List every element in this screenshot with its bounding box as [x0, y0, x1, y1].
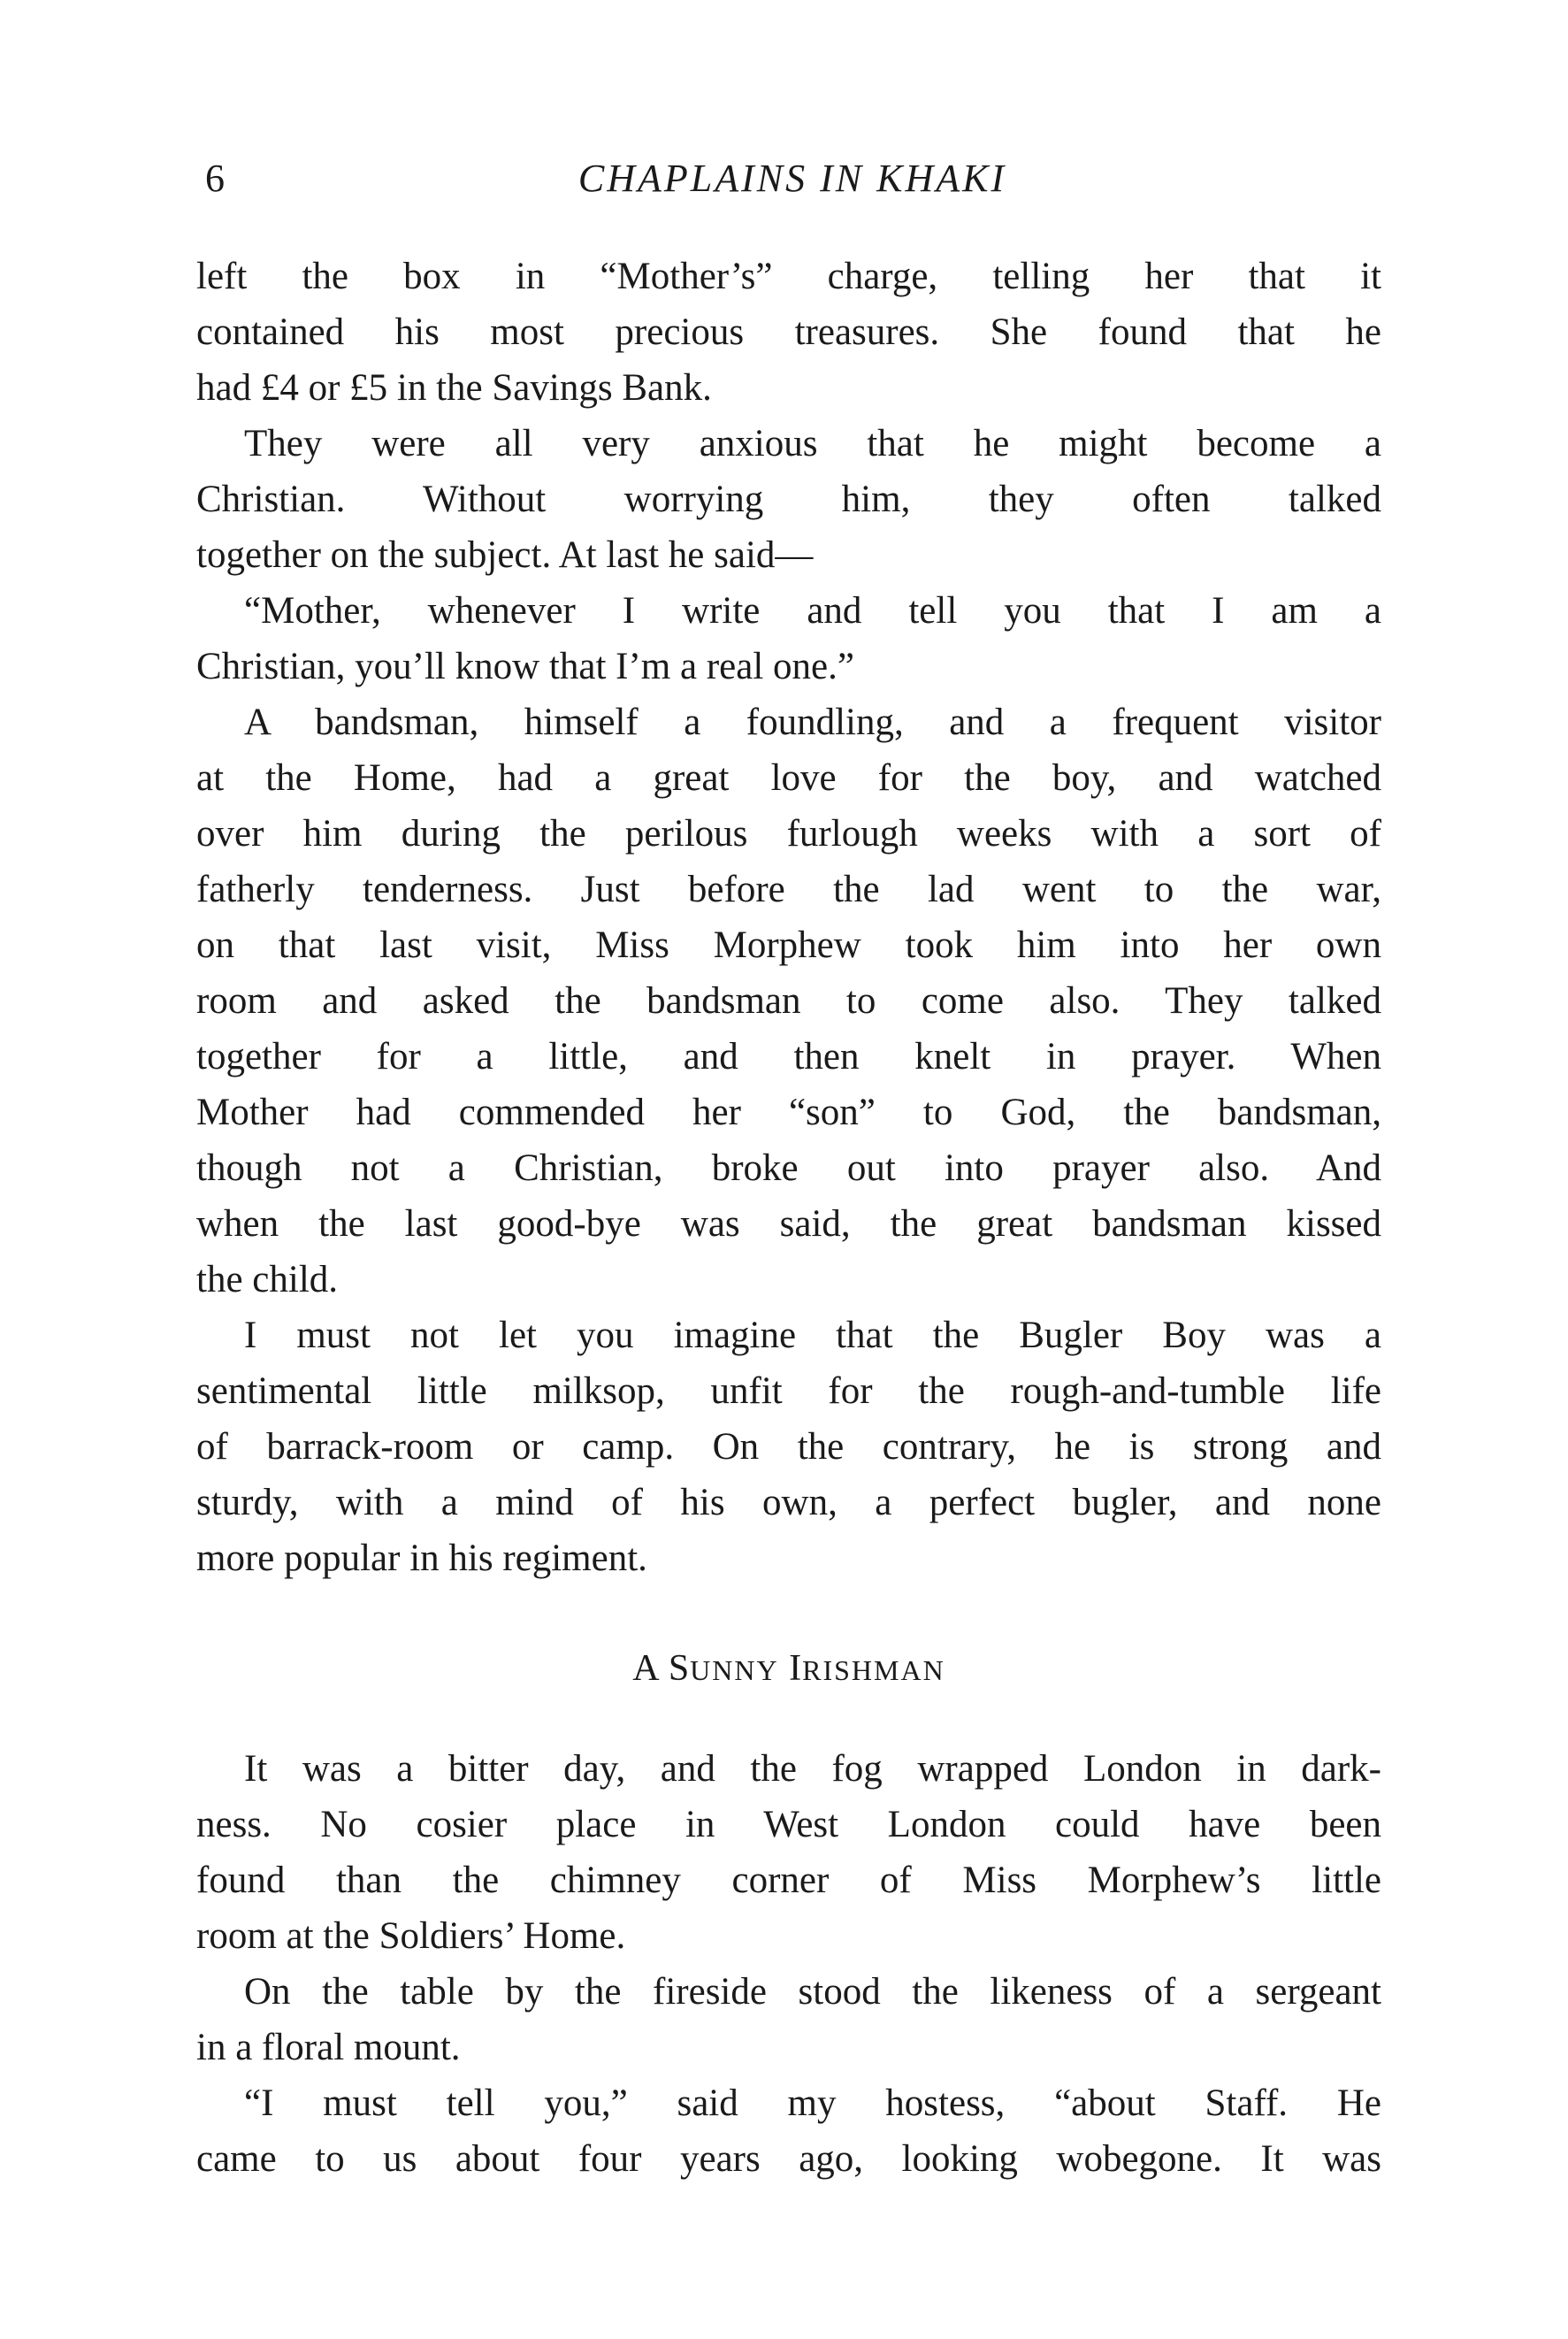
- page-header: [200, 152, 1385, 205]
- heading-word-smallcaps: UNNY: [690, 1654, 779, 1686]
- text-line: room and asked the bandsman to come also. They talked: [196, 980, 1381, 1022]
- text-line: Mother had commended her “son” to God, the bandsman,: [196, 1092, 1381, 1133]
- text-line: together for a little, and then knelt in prayer. When: [196, 1036, 1381, 1077]
- text-line: sentimental little milksop, unfit for the rough-and-tumble life: [196, 1370, 1381, 1412]
- text-line: On the table by the fireside stood the likeness of a sergeant: [244, 1971, 1381, 2013]
- text-line: came to us about four years ago, looking wobegone. It was: [196, 2138, 1381, 2180]
- page-body: [196, 249, 1381, 2187]
- text-line: on that last visit, Miss Morphew took him into her own: [196, 924, 1381, 966]
- text-line: fatherly tenderness. Just before the lad went to the war,: [196, 869, 1381, 910]
- section-spacer: [196, 1697, 1381, 1741]
- section-spacer: [196, 1586, 1381, 1641]
- heading-word: A: [632, 1648, 659, 1689]
- text-line: when the last good-bye was said, the great bandsman kissed: [196, 1203, 1381, 1245]
- text-line: sturdy, with a mind of his own, a perfect bugler, and none: [196, 1482, 1381, 1523]
- text-line: They were all very anxious that he might become a: [244, 423, 1381, 464]
- text-line: left the box in “Mother’s” charge, telling her that it: [196, 256, 1381, 297]
- text-line: Christian, you’ll know that I’m a real one.”: [196, 646, 854, 687]
- text-line: “Mother, whenever I write and tell you that I am a: [244, 590, 1381, 632]
- page-number: 6: [205, 157, 225, 200]
- section-heading: [196, 1641, 1381, 1697]
- text-line: Christian. Without worrying him, they often talked: [196, 479, 1381, 520]
- text-line: ness. No cosier place in West London could have been: [196, 1804, 1381, 1845]
- text-line: in a floral mount.: [196, 2027, 461, 2068]
- text-line: of barrack-room or camp. On the contrary, he is strong and: [196, 1426, 1381, 1468]
- heading-word-smallcaps: RISHMAN: [802, 1654, 945, 1686]
- running-head: CHAPLAINS IN KHAKI: [577, 157, 1007, 200]
- heading-word-initial: S: [668, 1648, 691, 1689]
- text-line: at the Home, had a great love for the boy, and watched: [196, 757, 1381, 799]
- text-line: It was a bitter day, and the fog wrapped London in dark-: [244, 1748, 1381, 1790]
- heading-word-initial: I: [789, 1648, 803, 1689]
- text-line: though not a Christian, broke out into prayer also. And: [196, 1147, 1381, 1189]
- text-line: contained his most precious treasures. She found that he: [196, 311, 1381, 353]
- text-line: A bandsman, himself a foundling, and a frequent visitor: [244, 702, 1381, 743]
- text-line: I must not let you imagine that the Bugler Boy was a: [244, 1315, 1381, 1356]
- text-line: found than the chimney corner of Miss Morphew’s little: [196, 1860, 1381, 1901]
- text-line: more popular in his regiment.: [196, 1538, 647, 1579]
- text-line: over him during the perilous furlough weeks with a sort of: [196, 813, 1381, 855]
- text-line: had £4 or £5 in the Savings Bank.: [196, 367, 712, 409]
- text-line: together on the subject. At last he said—: [196, 534, 814, 576]
- text-line: the child.: [196, 1259, 339, 1300]
- text-line: room at the Soldiers’ Home.: [196, 1915, 626, 1957]
- text-line: “I must tell you,” said my hostess, “about Staff. He: [244, 2082, 1381, 2124]
